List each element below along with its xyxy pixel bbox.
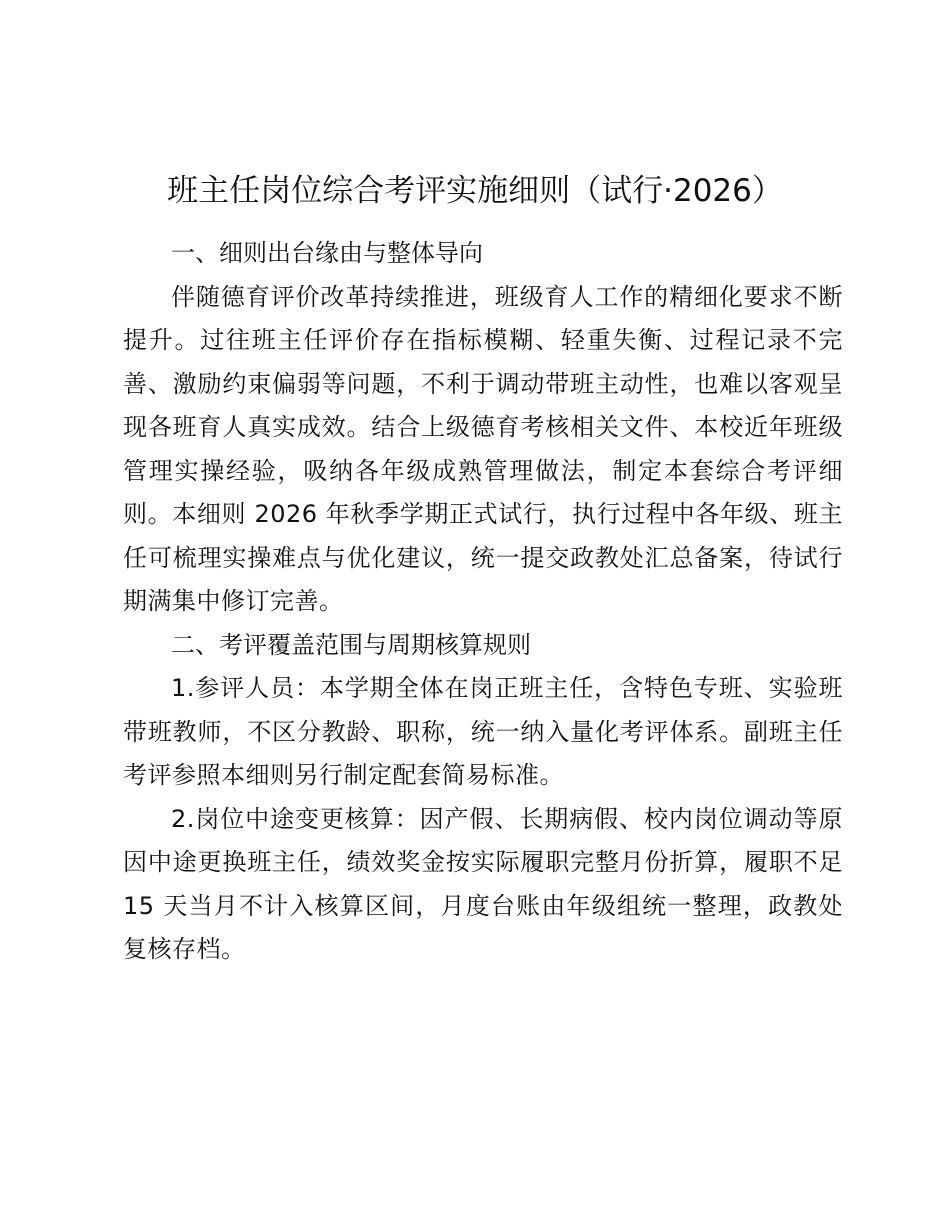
document-title: 班主任岗位综合考评实施细则（试行·2026） — [167, 173, 783, 209]
paragraph: 1.参评人员：本学期全体在岗正班主任，含特色专班、实验班带班教师，不区分教龄、职称，统一纳入量化考评体系。副班主任考评参照本细则另行制定配套简易标准。 — [123, 674, 843, 789]
section-heading: 一、细则出台缘由与整体导向 — [171, 239, 483, 267]
section-heading: 二、考评覆盖范围与周期核算规则 — [171, 630, 531, 659]
paragraph: 2.岗位中途变更核算：因产假、长期病假、校内岗位调动等原因中途更换班主任，绩效奖金按实际履职完整月份折算，履职不足 15 天当月不计入核算区间，月度台账由年级组统一整理，政教处复核存档。 — [123, 804, 843, 963]
document-body — [123, 232, 843, 972]
paragraph: 伴随德育评价改革持续推进，班级育人工作的精细化要求不断提升。过往班主任评价存在指标模糊、轻重失衡、过程记录不完善、激励约束偏弱等问题，不利于调动带班主动性，也难以客观呈现各班育人真实成效。结合上级德育考核相关文件、本校近年班级管理实操经验，吸纳各年级成熟管理做法，制定本套综合考评细则。本细则 2026 年秋季学期正式试行，执行过程中各年级、班主任可梳理实操难点与优化建议，统一提交政教处汇总备案，待试行期满集中修订完善。 — [123, 282, 843, 615]
